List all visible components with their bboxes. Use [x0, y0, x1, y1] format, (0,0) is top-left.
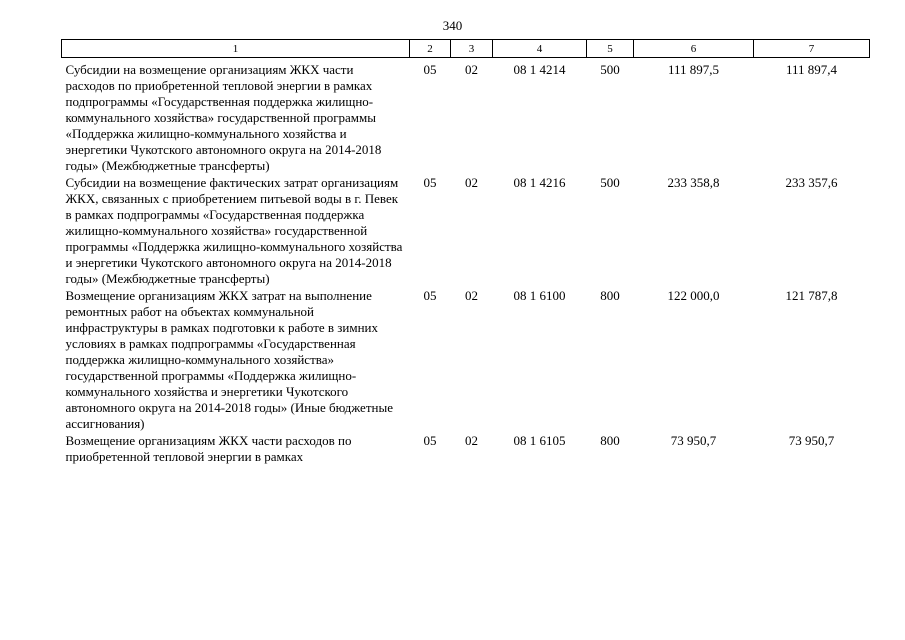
planned-amount: 73 950,7 — [670, 433, 717, 448]
column-header-5: 5 — [587, 40, 634, 58]
subsection-code: 02 — [465, 175, 478, 190]
column-header-3: 3 — [451, 40, 493, 58]
expense-type-code: 500 — [600, 62, 620, 77]
target-article-code: 08 1 4214 — [513, 62, 566, 77]
target-article-code: 08 1 6100 — [513, 288, 566, 303]
actual-amount: 233 357,6 — [785, 175, 838, 190]
actual-amount: 73 950,7 — [788, 433, 835, 448]
expense-type-code: 800 — [600, 433, 620, 448]
table-row — [62, 174, 870, 287]
expense-name: Субсидии на возмещение фактических затрат организациям ЖКХ, связанных с приобретением питьевой воды в г. Певек в рамках подпрограммы «Государственная поддержка жилищно-коммунального хозяйства» государственной программы «Поддержка жилищно-коммунального хозяйства и энергетики Чукотского автономного округа на 2014-2018 годы» (Межбюджетные трансферты) — [65, 175, 403, 286]
page-number: 340 — [442, 18, 463, 33]
actual-amount: 111 897,4 — [785, 62, 838, 77]
target-article-code: 08 1 6105 — [513, 433, 566, 448]
section-code: 05 — [423, 62, 437, 77]
column-header-6: 6 — [634, 40, 754, 58]
column-header-7: 7 — [754, 40, 870, 58]
expense-type-code: 800 — [600, 288, 620, 303]
section-code: 05 — [423, 175, 437, 190]
table-row — [62, 58, 870, 175]
section-code: 05 — [423, 288, 437, 303]
table-row — [62, 432, 870, 465]
header-row — [62, 40, 870, 58]
planned-amount: 233 358,8 — [667, 175, 720, 190]
column-header-1: 1 — [62, 40, 410, 58]
subsection-code: 02 — [465, 433, 478, 448]
section-code: 05 — [423, 433, 437, 448]
subsection-code: 02 — [465, 288, 478, 303]
subsection-code: 02 — [465, 62, 478, 77]
planned-amount: 111 897,5 — [667, 62, 720, 77]
column-header-2: 2 — [410, 40, 451, 58]
expense-name: Возмещение организациям ЖКХ затрат на выполнение ремонтных работ на объектах коммунальной инфраструктуры в рамках подготовки к работе в зимних условиях в рамках подпрограммы «Государственная поддержка жилищно-коммунального хозяйства» государственной программы «Поддержка жилищно-коммунального хозяйства и энергетики Чукотского автономного округа на 2014-2018 годы» (Иные бюджетные ассигнования) — [65, 288, 393, 431]
expense-name: Субсидии на возмещение организациям ЖКХ части расходов по приобретенной тепловой энергии в рамках подпрограммы «Государственная поддержка жилищно-коммунального хозяйства» государственной программы «Поддержка жилищно-коммунального хозяйства и энергетики Чукотского автономного округа на 2014-2018 годы» (Межбюджетные трансферты) — [65, 62, 382, 173]
budget-table — [61, 39, 870, 465]
expense-type-code: 500 — [600, 175, 620, 190]
column-header-4: 4 — [493, 40, 587, 58]
table-row — [62, 287, 870, 432]
actual-amount: 121 787,8 — [785, 288, 838, 303]
expense-name: Возмещение организациям ЖКХ части расходов по приобретенной тепловой энергии в рамках — [65, 433, 352, 464]
target-article-code: 08 1 4216 — [513, 175, 566, 190]
planned-amount: 122 000,0 — [667, 288, 720, 303]
